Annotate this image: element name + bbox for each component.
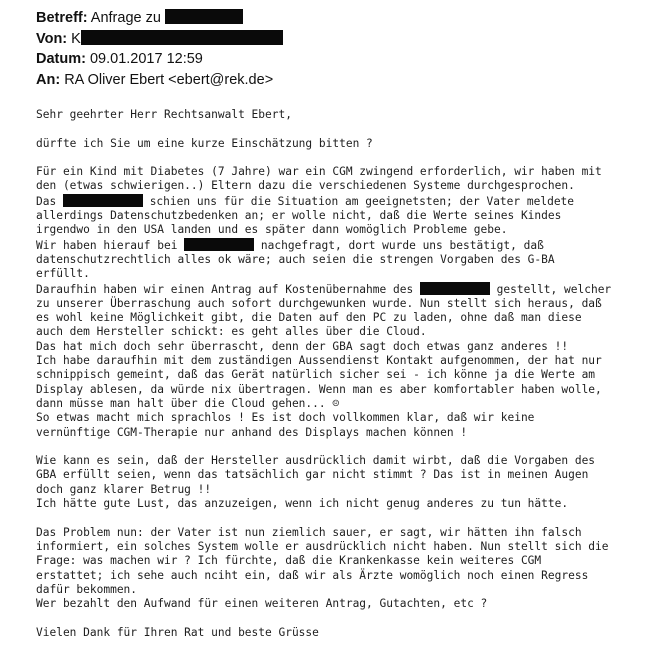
- redacted-subject: [165, 9, 243, 24]
- text-line: es wohl keine Möglichkeit gibt, die Daten auf den PC zu laden, ohne daß man diese: [36, 311, 582, 325]
- text-line: Display ablesen, da würde nix übertragen. Wenn man es aber komfortabler haben wolle,: [36, 382, 602, 396]
- to-line: [36, 70, 283, 91]
- redacted-product: [63, 194, 143, 207]
- request-line: dürfte ich Sie um eine kurze Einschätzung bitten ?: [36, 136, 373, 150]
- to-label: An:: [36, 71, 61, 88]
- text-line: zu unserer Überraschung auch sofort durchgewunken wurde. Nun stellt sich heraus, daß: [36, 296, 602, 310]
- text-line: schnippisch gemeint, daß das Gerät natürlich sicher sei - ich könne ja die Werte am: [36, 368, 596, 382]
- text-line: So etwas macht mich sprachlos ! Es ist doch vollkommen klar, daß wir keine: [36, 411, 535, 425]
- redacted-sender: [81, 30, 283, 45]
- date-label: Datum:: [36, 51, 86, 67]
- text-line: dafür bekommen.: [36, 582, 138, 596]
- text-line: erfüllt.: [36, 267, 90, 281]
- text-line: Das Problem nun: der Vater ist nun ziemlich sauer, er sagt, wir hätten ihn falsch: [36, 525, 582, 539]
- closing-line: Vielen Dank für Ihren Rat und beste Grüsse: [36, 625, 319, 639]
- from-label: Von:: [36, 30, 68, 47]
- text-line: den (etwas schwierigen..) Eltern dazu die verschiedenen Systeme durchgesprochen.: [36, 179, 575, 193]
- text-line: Frage: was machen wir ? Ich fürchte, daß die Krankenkasse kein weiteres CGM: [36, 554, 542, 568]
- text-line: Ich habe daraufhin mit dem zuständigen Aussendienst Kontakt aufgenommen, der hat nur: [36, 354, 602, 368]
- redacted-product-2: [420, 282, 490, 295]
- text-line: dann müsse man halt über die Cloud gehen... ☹: [36, 396, 340, 410]
- text-line: allerdings Datenschutzbedenken an; er wolle nicht, daß die Werte seines Kindes: [36, 209, 562, 223]
- text-line: Wir haben hierauf bei nachgefragt, dort wurde uns bestätigt, daß: [36, 238, 544, 252]
- date-value: 09.01.2017 12:59: [89, 51, 203, 67]
- date-line: [36, 49, 283, 70]
- paragraph-2: [36, 454, 656, 511]
- subject-line: [36, 8, 283, 29]
- text-line: Das schien uns für die Situation am geeignetsten; der Vater meldete: [36, 194, 575, 208]
- text-line: GBA erfüllt seien, wenn das tatsächlich gar nicht stimmt ? Das ist in meinen Augen: [36, 468, 589, 482]
- subject-label: Betreff:: [36, 10, 88, 26]
- text-line: Ich hätte gute Lust, das anzuzeigen, wenn ich nicht genug anderes zu tun hätte.: [36, 497, 569, 511]
- from-value: K: [71, 30, 81, 47]
- text-line: vernünftige CGM-Therapie nur anhand des Displays machen können !: [36, 425, 468, 439]
- subject-value: Anfrage zu: [90, 10, 161, 26]
- text-line: Daraufhin haben wir einen Antrag auf Kostenübernahme des gestellt, welcher: [36, 282, 612, 296]
- email-body: [36, 108, 656, 640]
- text-line: doch ganz klarer Betrug !!: [36, 482, 212, 496]
- text-line: datenschutzrechtlich alles ok wäre; auch seien die strengen Vorgaben des G-BA: [36, 252, 555, 266]
- from-line: [36, 29, 283, 50]
- paragraph-3: [36, 526, 656, 612]
- text-line: Wer bezahlt den Aufwand für einen weiteren Antrag, Gutachten, etc ?: [36, 597, 488, 611]
- redacted-manufacturer: [184, 238, 254, 251]
- text-line: erstattet; ich sehe auch nciht ein, daß wir als Ärzte womöglich noch einen Regress: [36, 568, 589, 582]
- to-value: RA Oliver Ebert <ebert@rek.de>: [64, 71, 274, 88]
- salutation: Sehr geehrter Herr Rechtsanwalt Ebert,: [36, 108, 292, 121]
- email-header: [36, 8, 283, 90]
- text-line: auch dem Hersteller schickt: es geht alles über die Cloud.: [36, 325, 427, 339]
- text-line: irgendwo in den USA landen und es später dann womöglich Probleme gebe.: [36, 223, 508, 237]
- paragraph-1: [36, 165, 656, 440]
- text-line: Für ein Kind mit Diabetes (7 Jahre) war ein CGM zwingend erforderlich, wir haben mit: [36, 165, 602, 179]
- text-line: informiert, ein solches System wolle er ausdrücklich nicht haben. Nun stellt sich die: [36, 539, 609, 553]
- text-line: Wie kann es sein, daß der Hersteller ausdrücklich damit wirbt, daß die Vorgaben des: [36, 454, 596, 468]
- text-line: Das hat mich doch sehr überrascht, denn der GBA sagt doch etwas ganz anderes !!: [36, 339, 569, 353]
